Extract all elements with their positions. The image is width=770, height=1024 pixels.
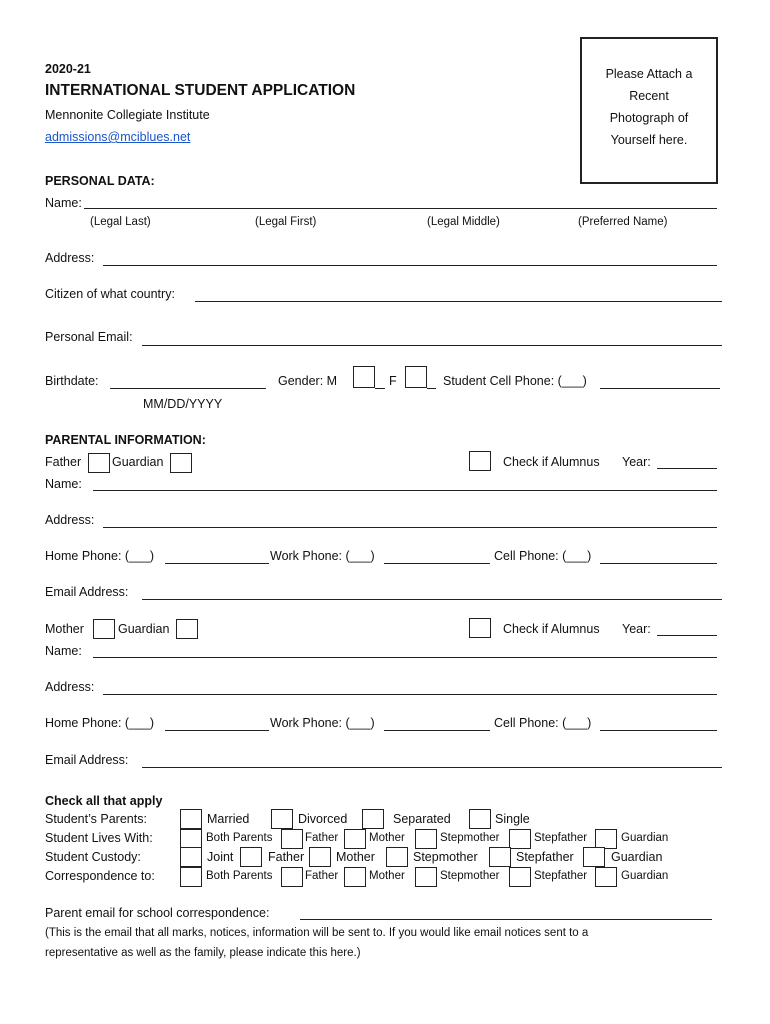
corr-stepmother-label: Stepmother: [440, 870, 500, 882]
photo-box-line: Photograph of: [609, 111, 689, 125]
corr-father-checkbox[interactable]: [281, 867, 303, 887]
custody-mother-label: Mother: [336, 850, 375, 864]
school-name: Mennonite Collegiate Institute: [45, 108, 210, 122]
married-label: Married: [207, 812, 250, 826]
mother-home-phone-label: Home Phone: (___): [45, 716, 155, 730]
gender-underline: [375, 388, 385, 389]
mother-name-field[interactable]: [93, 657, 717, 658]
father-alumnus-year-field[interactable]: [657, 468, 717, 469]
custody-stepfather-label: Stepfather: [516, 850, 574, 864]
gender-f-label: F: [389, 374, 397, 388]
address-field[interactable]: [103, 265, 717, 266]
mother-email-field[interactable]: [142, 767, 722, 768]
corr-mother-label: Mother: [369, 870, 405, 882]
custody-stepfather-checkbox[interactable]: [489, 847, 511, 867]
mother-label: Mother: [45, 622, 84, 636]
photo-box-line: Please Attach a: [605, 67, 693, 81]
custody-stepmother-checkbox[interactable]: [386, 847, 408, 867]
divorced-label: Divorced: [298, 812, 348, 826]
corr-stepmother-checkbox[interactable]: [415, 867, 437, 887]
mother-home-phone-field[interactable]: [165, 730, 269, 731]
lives-guardian-checkbox[interactable]: [595, 829, 617, 849]
corr-both-parents-label: Both Parents: [206, 870, 273, 882]
school-year: 2020-21: [45, 62, 91, 76]
father-alumnus-checkbox[interactable]: [469, 451, 491, 471]
check-all-heading: Check all that apply: [45, 794, 163, 808]
lives-stepmother-checkbox[interactable]: [415, 829, 437, 849]
name-label: Name:: [45, 196, 82, 210]
citizen-field[interactable]: [195, 301, 722, 302]
mother-work-phone-field[interactable]: [384, 730, 490, 731]
lives-father-checkbox[interactable]: [281, 829, 303, 849]
mother-address-field[interactable]: [103, 694, 717, 695]
birthdate-label: Birthdate:: [45, 374, 99, 388]
students-parents-label: Student’s Parents:: [45, 812, 147, 826]
custody-guardian-label: Guardian: [611, 850, 663, 864]
corr-guardian-checkbox[interactable]: [595, 867, 617, 887]
lives-father-label: Father: [305, 832, 339, 844]
lives-both-parents-checkbox[interactable]: [180, 829, 202, 849]
father-home-phone-field[interactable]: [165, 563, 269, 564]
custody-joint-label: Joint: [207, 850, 234, 864]
gender-f-checkbox[interactable]: [405, 366, 427, 388]
mother-cell-phone-field[interactable]: [600, 730, 717, 731]
personal-email-label: Personal Email:: [45, 330, 133, 344]
mother-email-label: Email Address:: [45, 753, 129, 767]
parent-email-label: Parent email for school correspondence:: [45, 906, 270, 920]
lives-mother-label: Mother: [369, 832, 405, 844]
photo-attachment-box[interactable]: [580, 37, 718, 184]
photo-box-line: Recent: [629, 89, 669, 103]
mother-address-label: Address:: [45, 680, 95, 694]
father-name-label: Name:: [45, 477, 82, 491]
single-label: Single: [495, 812, 530, 826]
married-checkbox[interactable]: [180, 809, 202, 829]
father-work-phone-label: Work Phone: (___): [270, 549, 375, 563]
corr-both-parents-checkbox[interactable]: [180, 867, 202, 887]
custody-father-checkbox[interactable]: [240, 847, 262, 867]
gender-label: Gender: M: [278, 374, 338, 388]
legal-first-hint: (Legal First): [255, 216, 317, 228]
separated-checkbox[interactable]: [362, 809, 384, 829]
father-checkbox[interactable]: [88, 453, 110, 473]
father-home-phone-label: Home Phone: (___): [45, 549, 155, 563]
mother-work-phone-label: Work Phone: (___): [270, 716, 375, 730]
father-address-label: Address:: [45, 513, 95, 527]
guardian-label: Guardian: [112, 455, 164, 469]
mother-guardian-checkbox[interactable]: [176, 619, 198, 639]
admissions-email-link[interactable]: admissions@mciblues.net: [45, 130, 191, 144]
lives-with-label: Student Lives With:: [45, 831, 153, 845]
lives-mother-checkbox[interactable]: [344, 829, 366, 849]
preferred-name-hint: (Preferred Name): [578, 216, 668, 228]
parental-info-heading: PARENTAL INFORMATION:: [45, 433, 206, 447]
gender-underline: [427, 388, 436, 389]
birthdate-field[interactable]: [110, 388, 266, 389]
mother-name-label: Name:: [45, 644, 82, 658]
alumnus-label: Check if Alumnus: [503, 622, 600, 636]
name-field[interactable]: [84, 208, 717, 209]
father-work-phone-field[interactable]: [384, 563, 490, 564]
corr-stepfather-label: Stepfather: [534, 870, 588, 882]
citizen-label: Citizen of what country:: [45, 287, 175, 301]
corr-mother-checkbox[interactable]: [344, 867, 366, 887]
email-note-line-2: representative as well as the family, please indicate this here.): [45, 947, 361, 959]
personal-data-heading: PERSONAL DATA:: [45, 174, 155, 188]
custody-father-label: Father: [268, 850, 305, 864]
student-cell-label: Student Cell Phone: (___): [443, 374, 587, 388]
custody-mother-checkbox[interactable]: [309, 847, 331, 867]
corr-father-label: Father: [305, 870, 339, 882]
page-title: INTERNATIONAL STUDENT APPLICATION: [45, 82, 356, 99]
father-address-field[interactable]: [103, 527, 717, 528]
correspondence-label: Correspondence to:: [45, 869, 155, 883]
father-guardian-checkbox[interactable]: [170, 453, 192, 473]
mother-alumnus-year-field[interactable]: [657, 635, 717, 636]
year-label: Year:: [622, 622, 651, 636]
custody-label: Student Custody:: [45, 850, 141, 864]
lives-stepmother-label: Stepmother: [440, 832, 500, 844]
year-label: Year:: [622, 455, 651, 469]
lives-stepfather-checkbox[interactable]: [509, 829, 531, 849]
gender-m-checkbox[interactable]: [353, 366, 375, 388]
birthdate-hint: MM/DD/YYYY: [143, 397, 223, 411]
mother-cell-phone-label: Cell Phone: (___): [494, 716, 592, 730]
custody-stepmother-label: Stepmother: [413, 850, 478, 864]
father-email-field[interactable]: [142, 599, 722, 600]
divorced-checkbox[interactable]: [271, 809, 293, 829]
single-checkbox[interactable]: [469, 809, 491, 829]
address-label: Address:: [45, 251, 95, 265]
father-cell-phone-field[interactable]: [600, 563, 717, 564]
student-cell-field[interactable]: [600, 388, 720, 389]
father-label: Father: [45, 455, 82, 469]
father-cell-phone-label: Cell Phone: (___): [494, 549, 592, 563]
parent-email-field[interactable]: [300, 919, 712, 920]
separated-label: Separated: [393, 812, 451, 826]
personal-email-field[interactable]: [142, 345, 722, 346]
lives-guardian-label: Guardian: [621, 832, 669, 844]
mother-alumnus-checkbox[interactable]: [469, 618, 491, 638]
guardian-label: Guardian: [118, 622, 170, 636]
alumnus-label: Check if Alumnus: [503, 455, 600, 469]
lives-both-parents-label: Both Parents: [206, 832, 273, 844]
father-name-field[interactable]: [93, 490, 717, 491]
legal-middle-hint: (Legal Middle): [427, 216, 500, 228]
email-note-line-1: (This is the email that all marks, notices, information will be sent to. If you would like email notices sent to a: [45, 927, 589, 939]
lives-stepfather-label: Stepfather: [534, 832, 588, 844]
photo-box-line: Yourself here.: [610, 133, 688, 147]
father-email-label: Email Address:: [45, 585, 129, 599]
custody-guardian-checkbox[interactable]: [583, 847, 605, 867]
mother-checkbox[interactable]: [93, 619, 115, 639]
corr-guardian-label: Guardian: [621, 870, 669, 882]
legal-last-hint: (Legal Last): [90, 216, 151, 228]
corr-stepfather-checkbox[interactable]: [509, 867, 531, 887]
custody-joint-checkbox[interactable]: [180, 847, 202, 867]
